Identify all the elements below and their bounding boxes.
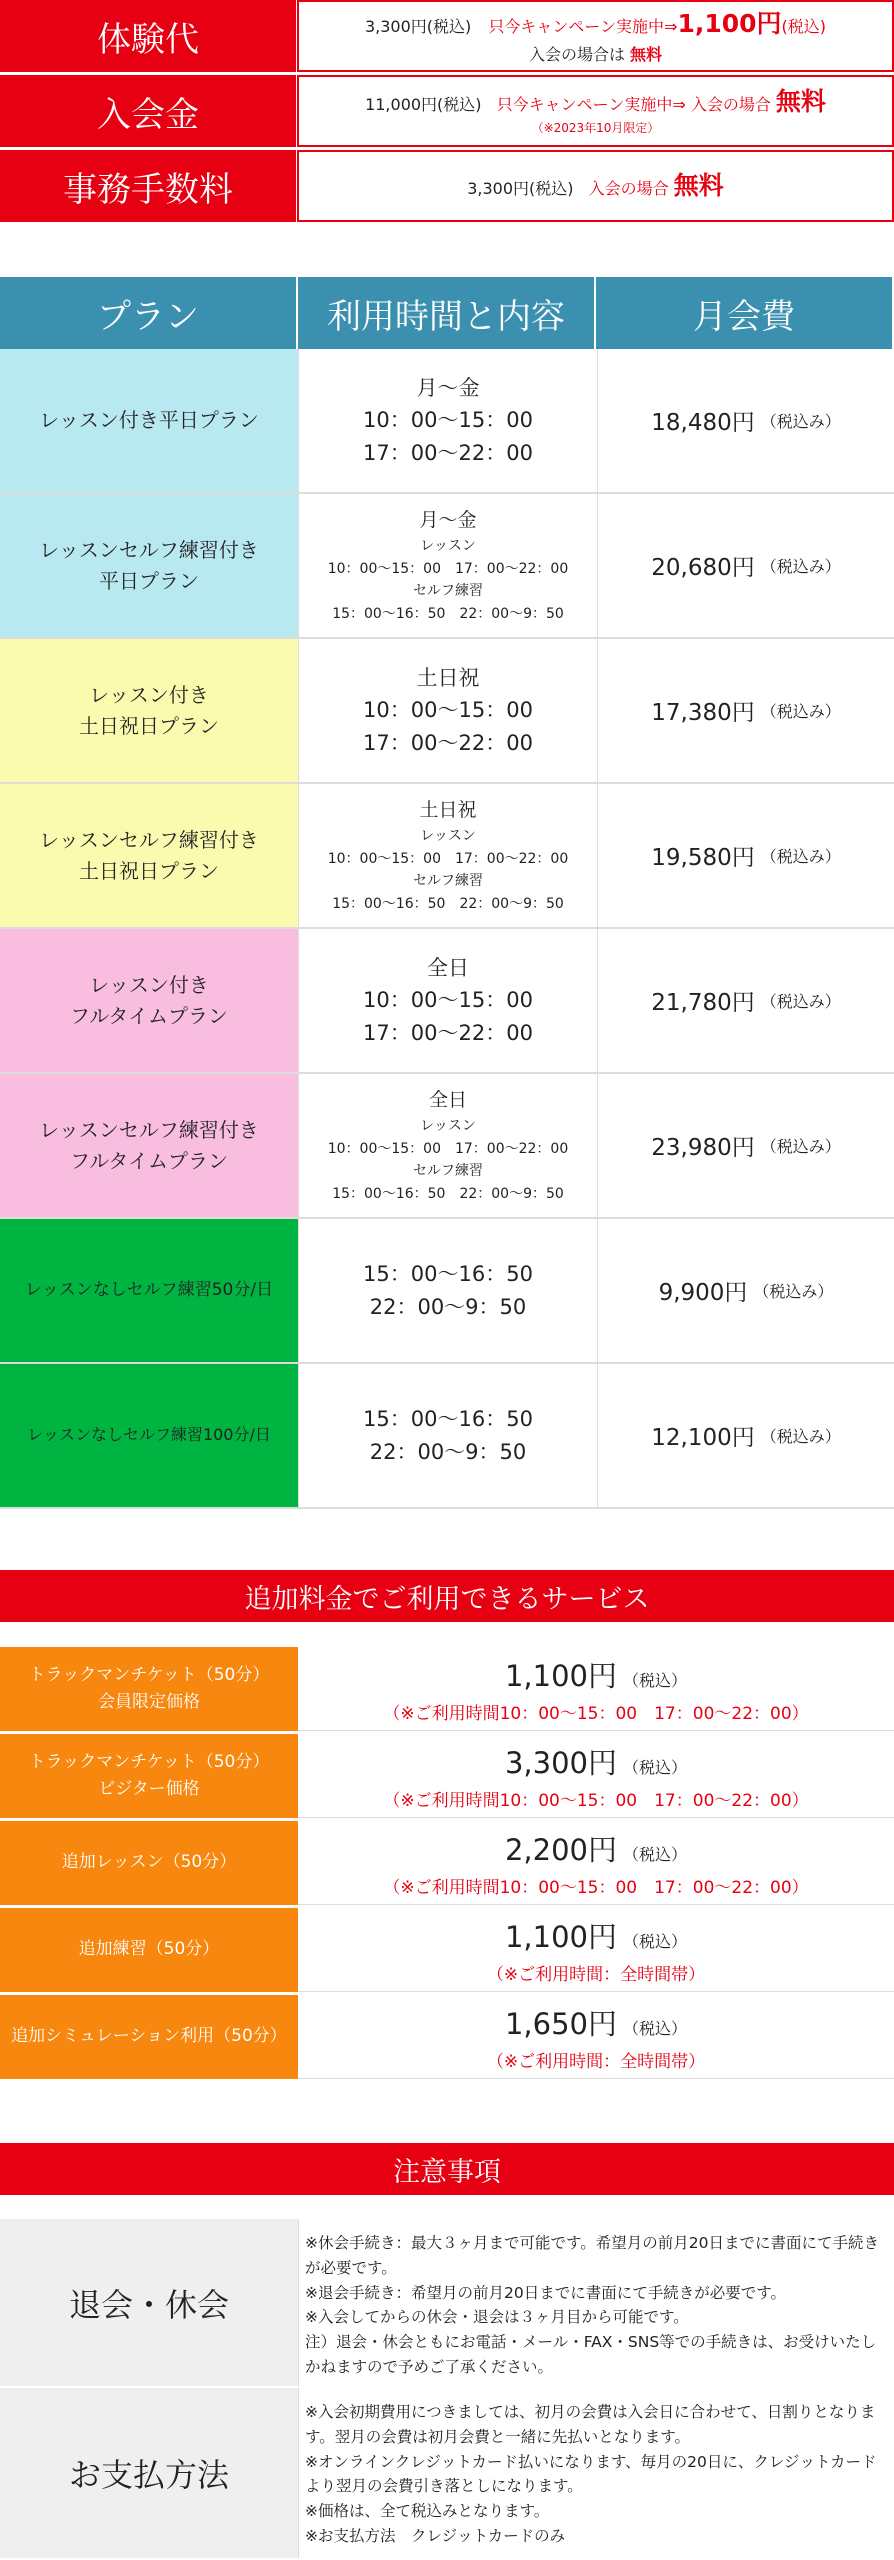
plan-time [298, 494, 598, 637]
fee-free: 無料 [673, 170, 724, 200]
note-row-withdrawal [0, 2219, 894, 2388]
note-line: ※休会手続き：最大３ヶ月まで可能です。希望月の前月20日までに書面にて手続きが必要です。 [305, 2234, 879, 2277]
plan-tax: （税込み） [760, 557, 841, 576]
plan-time-line: 15：00～16：50 22：00～9：50 [332, 895, 564, 912]
fee-campaign-price: 1,100円 [677, 9, 782, 39]
plan-price: 21,780円 [651, 990, 755, 1016]
note-body [298, 2388, 894, 2558]
fee-price: 3,300円(税込) [364, 17, 472, 37]
service-value [298, 1821, 894, 1905]
fee-price: 3,300円(税込) [467, 178, 574, 198]
service-note: （※ご利用時間10：00～15：00 17：00～22：00） [383, 1790, 809, 1811]
note-line: ※退会手続き：希望月の前月20日までに書面にて手続きが必要です。 [305, 2283, 786, 2302]
plan-time-head: 全日 [428, 1089, 467, 1111]
service-price-line [505, 1828, 687, 1869]
plan-price: 9,900円 [658, 1280, 748, 1306]
service-row [0, 1647, 894, 1731]
plan-fee [598, 494, 894, 637]
plans-table [0, 277, 894, 1509]
plan-row [0, 639, 894, 784]
plan-time-line: 月～金 [416, 375, 480, 400]
fee-value [297, 75, 894, 147]
plan-time-line: 10：00～15：00 17：00～22：00 [327, 1140, 569, 1157]
plan-price: 17,380円 [651, 700, 755, 726]
service-value [298, 1908, 894, 1992]
fee-value [297, 150, 894, 222]
service-price: 1,100円 [504, 1658, 617, 1693]
fee-note: 入会の場合は [528, 44, 625, 64]
plan-tax: （税込み） [760, 412, 841, 431]
plan-row [0, 494, 894, 639]
fee-value [297, 0, 894, 72]
notes-table [0, 2219, 894, 2560]
plan-time-line: 全日 [427, 955, 469, 980]
plan-time [298, 784, 598, 927]
service-row [0, 1734, 894, 1818]
fees-table [0, 0, 894, 225]
plan-price: 20,680円 [651, 555, 755, 581]
fee-campaign: 只今キャンペーン実施中⇒ 入会の場合 [496, 95, 771, 115]
plan-row [0, 784, 894, 929]
service-price-line [505, 1741, 687, 1782]
plan-time [298, 929, 598, 1072]
header-fee: 月会費 [596, 277, 894, 349]
service-note: （※ご利用時間10：00～15：00 17：00～22：00） [383, 1877, 809, 1898]
fee-line [365, 6, 826, 42]
plan-name: レッスンセルフ練習付き 平日プラン [0, 494, 298, 637]
plan-name: レッスンセルフ練習付き 土日祝日プラン [0, 784, 298, 927]
plan-time-line: 10：00～15：00 17：00～22：00 [327, 850, 569, 867]
plan-price: 23,980円 [651, 1135, 755, 1161]
plan-time-line: 土日祝 [416, 665, 480, 690]
note-line: ※入会初期費用につきましては、初月の会費は入会日に合わせて、日割りとなります。翌月の会費は初月会費と一緒に先払いとなります。 [305, 2403, 876, 2446]
header-time: 利用時間と内容 [298, 277, 596, 349]
plan-fee [598, 1219, 894, 1362]
service-tax: （税込） [623, 1844, 688, 1864]
plan-tax: （税込み） [760, 992, 841, 1011]
plan-fee [598, 1364, 894, 1507]
plan-time-line: 10：00～15：00 [363, 698, 533, 723]
plan-time-line: セルフ練習 [413, 873, 483, 890]
plan-row [0, 1074, 894, 1219]
service-tax: （税込） [623, 2018, 688, 2038]
fee-free: 無料 [630, 44, 663, 64]
fee-free: 無料 [775, 87, 826, 117]
fee-price: 11,000円(税込) [365, 95, 482, 115]
note-line: 注）退会・休会ともにお電話・メール・FAX・SNS等での手続きは、お受けいたしかねますので予めご了承ください。 [305, 2333, 877, 2376]
plan-time-head: 土日祝 [419, 799, 477, 821]
note-line: ※お支払方法 クレジットカードのみ [305, 2526, 566, 2545]
plan-name: レッスン付き フルタイムプラン [0, 929, 298, 1072]
fee-label: 入会金 [0, 75, 296, 147]
fee-campaign: 只今キャンペーン実施中⇒ [488, 17, 678, 37]
plan-time-line: レッスン [420, 538, 476, 555]
fee-line-2 [529, 43, 662, 66]
plan-tax: （税込み） [760, 847, 841, 866]
plan-time-line: 17：00～22：00 [363, 1020, 533, 1045]
plan-row [0, 1364, 894, 1509]
plan-tax: （税込み） [760, 702, 841, 721]
service-row [0, 1908, 894, 1992]
plan-time-line: セルフ練習 [413, 1163, 483, 1180]
plan-price: 18,480円 [651, 410, 755, 436]
plan-name: レッスンなしセルフ練習100分/日 [0, 1364, 298, 1507]
note-body [298, 2219, 894, 2386]
plan-time-line: 10：00～15：00 [363, 988, 533, 1013]
services-table [0, 1647, 894, 2082]
fee-label: 体験代 [0, 0, 296, 72]
fee-line [365, 84, 826, 120]
header-plan: プラン [0, 277, 298, 349]
note-label: 退会・休会 [0, 2219, 298, 2386]
note-line: ※入会してからの休会・退会は３ヶ月目から可能です。 [305, 2308, 689, 2327]
plan-fee [598, 349, 894, 492]
service-tax: （税込） [623, 1931, 688, 1951]
plan-time-line: レッスン [420, 828, 476, 845]
plan-price: 12,100円 [651, 1425, 755, 1451]
service-price-line [505, 2002, 687, 2043]
plan-fee [598, 929, 894, 1072]
fee-row-admission [0, 75, 894, 147]
plan-name: レッスン付き平日プラン [0, 349, 298, 492]
fee-line [467, 168, 724, 204]
note-label: お支払方法 [0, 2388, 298, 2558]
service-value [298, 1734, 894, 1818]
service-label: トラックマンチケット（50分） 会員限定価格 [0, 1647, 298, 1731]
notes-title: 注意事項 [0, 2143, 894, 2195]
plan-row [0, 349, 894, 494]
fee-row-trial [0, 0, 894, 72]
plan-name: レッスンなしセルフ練習50分/日 [0, 1219, 298, 1362]
plan-time-line: レッスン [420, 1118, 476, 1135]
plan-fee [598, 784, 894, 927]
service-note: （※ご利用時間：全時間帯） [486, 1964, 706, 1985]
fee-tax: (税込) [781, 17, 827, 37]
plan-name: レッスンセルフ練習付き フルタイムプラン [0, 1074, 298, 1217]
service-price-line [505, 1654, 687, 1695]
plan-tax: （税込み） [760, 1427, 841, 1446]
plan-row [0, 1219, 894, 1364]
service-label: 追加レッスン（50分） [0, 1821, 298, 1905]
fee-campaign: 入会の場合 [588, 178, 669, 198]
note-line: ※価格は、全て税込みとなります。 [305, 2502, 550, 2521]
service-value [298, 1647, 894, 1731]
plan-time-line: 17：00～22：00 [363, 440, 533, 465]
plan-price: 19,580円 [651, 845, 755, 871]
plan-tax: （税込み） [760, 1137, 841, 1156]
service-note: （※ご利用時間：全時間帯） [486, 2051, 706, 2072]
plan-time-line: 10：00～15：00 17：00～22：00 [327, 560, 569, 577]
service-label: 追加練習（50分） [0, 1908, 298, 1992]
plan-name: レッスン付き 土日祝日プラン [0, 639, 298, 782]
plan-time-line: 10：00～15：00 [363, 408, 533, 433]
plan-time-head: 月～金 [419, 509, 477, 531]
plan-row [0, 929, 894, 1074]
plan-time-line: 17：00～22：00 [363, 730, 533, 755]
service-price: 1,100円 [504, 1919, 617, 1954]
service-row [0, 1995, 894, 2079]
plan-time-line: 22：00～9：50 [369, 1294, 527, 1319]
plan-time [298, 639, 598, 782]
service-tax: （税込） [623, 1757, 688, 1777]
services-title: 追加料金でご利用できるサービス [0, 1570, 894, 1622]
plan-time [298, 349, 598, 492]
fee-row-admin [0, 150, 894, 222]
service-price: 3,300円 [504, 1745, 617, 1780]
service-value [298, 1995, 894, 2079]
plan-time-line: セルフ練習 [413, 583, 483, 600]
plan-tax: （税込み） [753, 1282, 834, 1301]
plan-time-line: 15：00～16：50 22：00～9：50 [332, 1185, 564, 1202]
service-label: 追加シミュレーション利用（50分） [0, 1995, 298, 2079]
note-row-payment [0, 2388, 894, 2560]
plan-time-line: 15：00～16：50 [363, 1406, 533, 1431]
service-price: 1,650円 [504, 2006, 617, 2041]
service-note: （※ご利用時間10：00～15：00 17：00～22：00） [383, 1703, 809, 1724]
plan-time-line: 22：00～9：50 [369, 1439, 527, 1464]
fee-label: 事務手数料 [0, 150, 296, 222]
plan-time [298, 1074, 598, 1217]
service-price: 2,200円 [504, 1832, 617, 1867]
service-tax: （税込） [623, 1670, 688, 1690]
plan-time-line: 15：00～16：50 22：00～9：50 [332, 605, 564, 622]
plan-time-line: 15：00～16：50 [363, 1261, 533, 1286]
plans-header [0, 277, 894, 349]
service-label: トラックマンチケット（50分） ビジター価格 [0, 1734, 298, 1818]
plan-fee [598, 639, 894, 782]
service-row [0, 1821, 894, 1905]
note-line: ※オンラインクレジットカード払いになります、毎月の20日に、クレジットカードより翌月の会費引き落としになります。 [305, 2452, 877, 2496]
service-price-line [505, 1915, 687, 1956]
plan-time [298, 1219, 598, 1362]
plan-fee [598, 1074, 894, 1217]
plan-time [298, 1364, 598, 1507]
fee-limited-note: （※2023年10月限定） [531, 121, 660, 136]
